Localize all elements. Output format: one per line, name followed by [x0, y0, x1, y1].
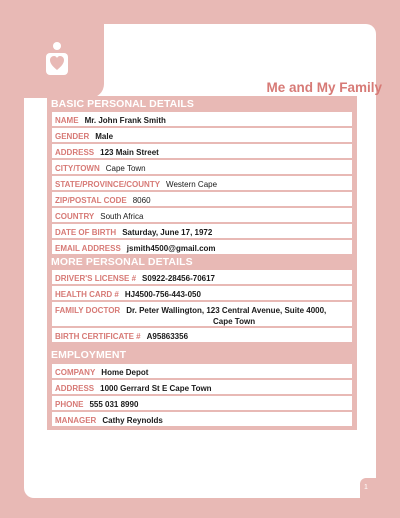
row-label: STATE/PROVINCE/COUNTY [55, 180, 161, 189]
row-address [52, 144, 352, 158]
row-license [52, 270, 352, 284]
row-value: Mr. John Frank Smith [84, 116, 166, 125]
row-label: DATE OF BIRTH [55, 228, 117, 237]
row-label: DRIVER'S LICENSE # [55, 274, 137, 283]
row-value: jsmith4500@gmail.com [126, 244, 216, 253]
row-label: MANAGER [55, 416, 97, 425]
section-heading-employment: EMPLOYMENT [51, 349, 127, 361]
row-dob [52, 224, 352, 238]
section-heading-more: MORE PERSONAL DETAILS [51, 256, 193, 268]
row-country [52, 208, 352, 222]
row-state [52, 176, 352, 190]
row-name [52, 112, 352, 126]
page-title: Me and My Family [266, 80, 382, 95]
row-label: COMPANY [55, 368, 96, 377]
page-number-badge [360, 478, 376, 498]
row-phone [52, 396, 352, 410]
row-label: ADDRESS [55, 148, 95, 157]
row-birth-certificate [52, 328, 352, 342]
row-label: CITY/TOWN [55, 164, 100, 173]
row-label: EMAIL ADDRESS [55, 244, 121, 253]
row-zip [52, 192, 352, 206]
row-label: HEALTH CARD # [55, 290, 119, 299]
row-value: 123 Main Street [100, 148, 159, 157]
row-value: 555 031 8990 [89, 400, 139, 409]
row-label: PHONE [55, 400, 84, 409]
row-value: HJ4500-756-443-050 [124, 290, 201, 299]
row-label: COUNTRY [55, 212, 95, 221]
row-city [52, 160, 352, 174]
row-value: 8060 [132, 196, 151, 205]
row-employer-address [52, 380, 352, 394]
page-number: 1 [364, 484, 368, 491]
row-company [52, 364, 352, 378]
row-label: BIRTH CERTIFICATE # [55, 332, 141, 341]
row-label: ADDRESS [55, 384, 95, 393]
row-value: Saturday, June 17, 1972 [122, 228, 213, 237]
row-value: S0922-28456-70617 [142, 274, 215, 283]
row-label: ZIP/POSTAL CODE [55, 196, 127, 205]
row-value: Cape Town [105, 164, 146, 173]
row-manager [52, 412, 352, 426]
row-value: A95863356 [146, 332, 189, 341]
row-value: Home Depot [101, 368, 149, 377]
row-label: FAMILY DOCTOR [55, 306, 121, 315]
row-health-card [52, 286, 352, 300]
row-value: Western Cape [166, 180, 218, 189]
row-label: GENDER [55, 132, 90, 141]
row-value: Dr. Peter Wallington, 123 Central Avenue, Suite 4000, [126, 306, 327, 315]
section-heading-basic: BASIC PERSONAL DETAILS [51, 98, 194, 110]
row-value: South Africa [100, 212, 144, 221]
row-value: Male [95, 132, 114, 141]
row-label: NAME [55, 116, 79, 125]
row-email [52, 240, 352, 254]
row-gender [52, 128, 352, 142]
row-value-continued: Cape Town [213, 317, 256, 326]
row-value: Cathy Reynolds [102, 416, 163, 425]
row-value: 1000 Gerrard St E Cape Town [100, 384, 212, 393]
details-card [47, 96, 357, 430]
row-family-doctor [52, 302, 352, 326]
heart-person-icon [46, 42, 68, 80]
